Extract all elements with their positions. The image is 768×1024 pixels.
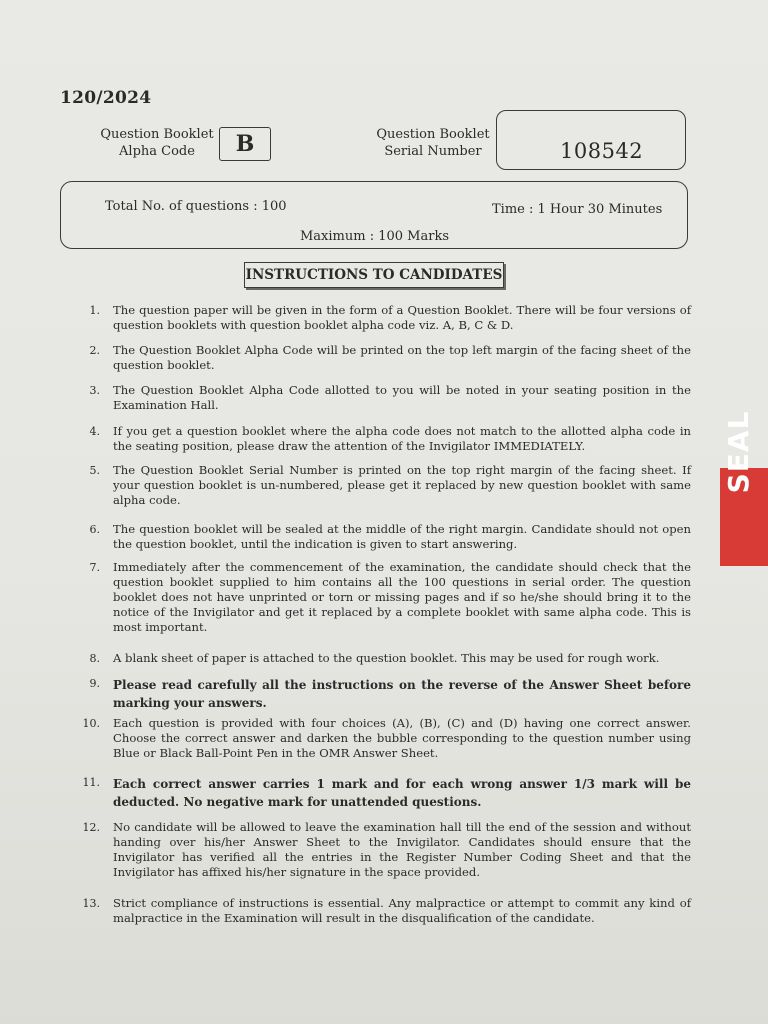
instruction-number: 10. xyxy=(82,717,100,730)
instruction-text: A blank sheet of paper is attached to the question booklet. This may be used for rough work. xyxy=(113,651,660,665)
instruction-number: 7. xyxy=(89,561,100,574)
instruction-number: 9. xyxy=(89,677,100,690)
instruction-text: Each question is provided with four choices (A), (B), (C) and (D) having one correct answer. Choose the correct answer and darken the bubble corresponding to the question number using Blue or Black Ball-Point Pen in the OMR Answer Sheet. xyxy=(113,716,691,760)
instruction-number: 5. xyxy=(89,464,100,477)
instruction-number: 11. xyxy=(82,776,100,789)
seal-label: SEAL xyxy=(722,410,755,494)
alpha-code-label-line1: Question Booklet xyxy=(100,127,214,142)
instruction-number: 12. xyxy=(82,821,100,834)
serial-number-label xyxy=(374,126,492,160)
alpha-code-box: B xyxy=(219,127,271,161)
instruction-number: 13. xyxy=(82,897,100,910)
instruction-number: 6. xyxy=(89,523,100,536)
serial-number-value: 108542 xyxy=(560,139,644,163)
serial-number-label-line2: Serial Number xyxy=(384,144,482,159)
instruction-number: 1. xyxy=(89,304,100,317)
instruction-text: The Question Booklet Alpha Code will be printed on the top left margin of the facing sheet of the question booklet. xyxy=(113,343,691,372)
instruction-text: Strict compliance of instructions is essential. Any malpractice or attempt to commit any kind of malpractice in the Examination will result in the disqualification of the candidate. xyxy=(113,896,691,925)
instruction-text: If you get a question booklet where the alpha code does not match to the allotted alpha code in the seating position, please draw the attention of the Invigilator IMMEDIATELY. xyxy=(113,424,691,453)
instruction-text: Please read carefully all the instructions on the reverse of the Answer Sheet before marking your answers. xyxy=(113,678,691,710)
instruction-text: Immediately after the commencement of the examination, the candidate should check that the question booklet supplied to him contains all the 100 questions in serial order. The question booklet does not have unprinted or torn or missing pages and if so he/she should bring it to the notice of the Invigilator and get it replaced by a complete booklet with same alpha code. This is most important. xyxy=(113,560,691,634)
instruction-text: The question booklet will be sealed at the middle of the right margin. Candidate should not open the question booklet, until the indication is given to start answering. xyxy=(113,522,691,551)
total-questions: Total No. of questions : 100 xyxy=(105,199,287,214)
exam-code: 120/2024 xyxy=(60,88,152,108)
alpha-code-label xyxy=(98,126,216,160)
instruction-text: The Question Booklet Serial Number is printed on the top right margin of the facing sheet. If your question booklet is un-numbered, please get it replaced by new question booklet with same alpha code. xyxy=(113,463,691,507)
serial-number-label-line1: Question Booklet xyxy=(376,127,490,142)
alpha-code-label-line2: Alpha Code xyxy=(119,144,195,159)
instructions-title: INSTRUCTIONS TO CANDIDATES xyxy=(244,262,504,288)
instruction-number: 4. xyxy=(89,425,100,438)
exam-time: Time : 1 Hour 30 Minutes xyxy=(492,202,663,217)
instruction-number: 2. xyxy=(89,344,100,357)
instruction-text: The Question Booklet Alpha Code allotted to you will be noted in your seating position in the Examination Hall. xyxy=(113,383,691,412)
instruction-number: 8. xyxy=(89,652,100,665)
maximum-marks: Maximum : 100 Marks xyxy=(300,229,449,244)
instruction-text: No candidate will be allowed to leave the examination hall till the end of the session and without handing over his/her Answer Sheet to the Invigilator. Candidates should ensure that the Invigilator has verified all the entries in the Register Number Coding Sheet and that the Invigilator has affixed his/her signature in the space provided. xyxy=(113,820,691,879)
instruction-text: The question paper will be given in the form of a Question Booklet. There will be four versions of question booklets with question booklet alpha code viz. A, B, C & D. xyxy=(113,303,691,332)
instruction-text: Each correct answer carries 1 mark and for each wrong answer 1/3 mark will be deducted. No negative mark for unattended questions. xyxy=(113,777,691,809)
instruction-number: 3. xyxy=(89,384,100,397)
